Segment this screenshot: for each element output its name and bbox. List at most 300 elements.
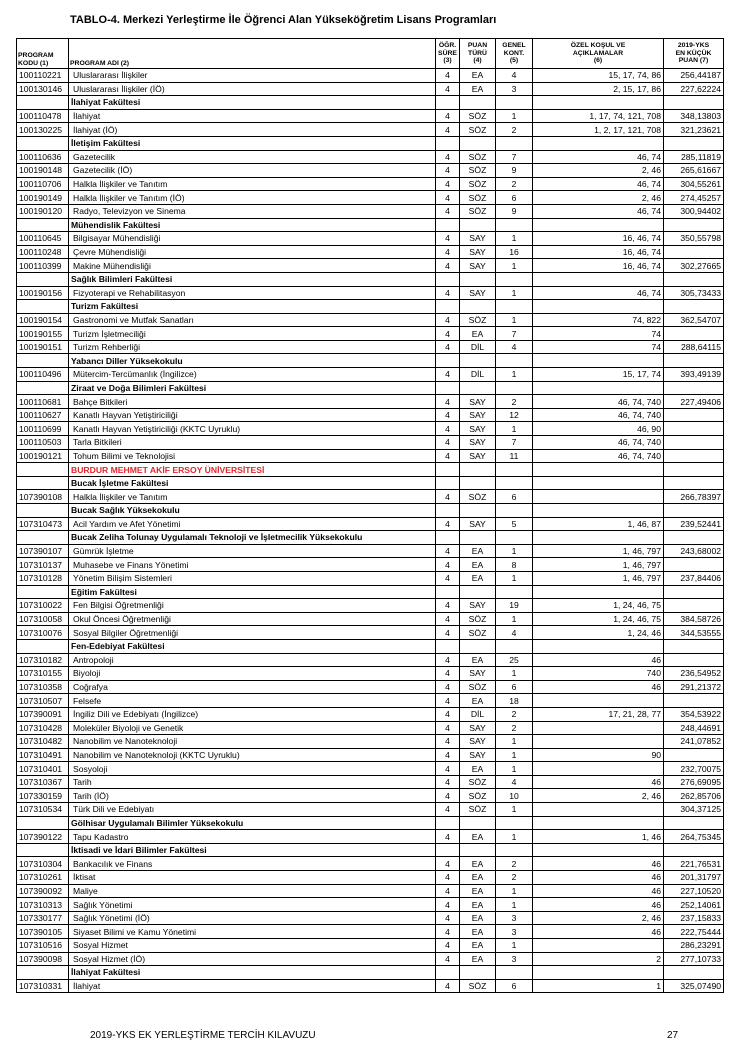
program-name-cell: Nanobilim ve Nanoteknoloji <box>69 735 436 749</box>
table-row <box>17 517 724 531</box>
empty-cell <box>496 504 533 518</box>
program-name-cell: Uluslararası İlişkiler <box>69 69 436 83</box>
duration-cell: 4 <box>436 436 460 450</box>
table-row <box>17 177 724 191</box>
special-conditions-cell <box>533 803 664 817</box>
table-row <box>17 395 724 409</box>
table-row <box>17 286 724 300</box>
empty-cell <box>436 476 460 490</box>
duration-cell: 4 <box>436 517 460 531</box>
program-name-cell: Kanatlı Hayvan Yetiştiriciliği (KKTC Uyruklu) <box>69 422 436 436</box>
quota-cell: 11 <box>496 449 533 463</box>
special-conditions-cell: 2, 46 <box>533 164 664 178</box>
score-type-cell: SÖZ <box>460 789 496 803</box>
empty-code-cell <box>17 354 69 368</box>
min-score-cell: 393,49139 <box>664 368 724 382</box>
min-score-cell <box>664 436 724 450</box>
quota-cell: 2 <box>496 871 533 885</box>
footer-guide-title: 2019-YKS EK YERLEŞTİRME TERCİH KILAVUZU <box>90 1030 316 1041</box>
min-score-cell <box>664 694 724 708</box>
quota-cell: 4 <box>496 626 533 640</box>
special-conditions-cell: 2, 46 <box>533 911 664 925</box>
program-code-cell: 107310401 <box>17 762 69 776</box>
program-code-cell: 107310534 <box>17 803 69 817</box>
empty-cell <box>460 476 496 490</box>
program-code-cell: 100130225 <box>17 123 69 137</box>
duration-cell: 4 <box>436 667 460 681</box>
score-type-cell: SAY <box>460 436 496 450</box>
duration-cell: 4 <box>436 313 460 327</box>
special-conditions-cell: 46 <box>533 898 664 912</box>
duration-cell: 4 <box>436 204 460 218</box>
special-conditions-cell: 46 <box>533 680 664 694</box>
score-type-cell: DİL <box>460 340 496 354</box>
program-name-cell: Biyoloji <box>69 667 436 681</box>
empty-cell <box>664 300 724 314</box>
program-name-cell: Sağlık Yönetimi (İÖ) <box>69 911 436 925</box>
duration-cell: 4 <box>436 911 460 925</box>
program-code-cell: 100110221 <box>17 69 69 83</box>
quota-cell: 1 <box>496 803 533 817</box>
empty-cell <box>496 272 533 286</box>
min-score-cell <box>664 748 724 762</box>
section-header-row <box>17 843 724 857</box>
empty-cell <box>533 639 664 653</box>
quota-cell: 7 <box>496 436 533 450</box>
program-code-cell: 100190156 <box>17 286 69 300</box>
empty-cell <box>533 463 664 477</box>
score-type-cell: SÖZ <box>460 626 496 640</box>
min-score-cell: 239,52441 <box>664 517 724 531</box>
header-program-name: PROGRAM ADI (2) <box>69 39 436 69</box>
program-name-cell: Gazetecilik (İÖ) <box>69 164 436 178</box>
program-name-cell: Fen Bilgisi Öğretmenliği <box>69 599 436 613</box>
table-row <box>17 612 724 626</box>
program-name-cell: Sosyal Hizmet <box>69 939 436 953</box>
section-name: Yabancı Diller Yüksekokulu <box>69 354 436 368</box>
min-score-cell: 300,94402 <box>664 204 724 218</box>
table-row <box>17 707 724 721</box>
min-score-cell: 236,54952 <box>664 667 724 681</box>
empty-cell <box>664 381 724 395</box>
duration-cell: 4 <box>436 408 460 422</box>
special-conditions-cell: 1, 24, 46 <box>533 626 664 640</box>
program-code-cell: 107310473 <box>17 517 69 531</box>
program-name-cell: Gümrük İşletme <box>69 544 436 558</box>
empty-cell <box>496 136 533 150</box>
empty-cell <box>496 354 533 368</box>
score-type-cell: EA <box>460 925 496 939</box>
empty-cell <box>460 639 496 653</box>
duration-cell: 4 <box>436 571 460 585</box>
program-code-cell: 107310313 <box>17 898 69 912</box>
special-conditions-cell: 1, 2, 17, 121, 708 <box>533 123 664 137</box>
empty-cell <box>460 96 496 110</box>
min-score-cell: 344,53555 <box>664 626 724 640</box>
program-code-cell: 107310331 <box>17 979 69 993</box>
empty-cell <box>496 585 533 599</box>
min-score-cell: 232,70075 <box>664 762 724 776</box>
special-conditions-cell: 46, 74 <box>533 204 664 218</box>
program-name-cell: Çevre Mühendisliği <box>69 245 436 259</box>
empty-cell <box>533 504 664 518</box>
duration-cell: 4 <box>436 952 460 966</box>
program-name-cell: Siyaset Bilimi ve Kamu Yönetimi <box>69 925 436 939</box>
header-min-score: 2019-YKS EN KÜÇÜK PUAN (7) <box>664 39 724 69</box>
program-code-cell: 100190120 <box>17 204 69 218</box>
empty-cell <box>664 585 724 599</box>
empty-cell <box>533 218 664 232</box>
quota-cell: 16 <box>496 245 533 259</box>
empty-code-cell <box>17 272 69 286</box>
program-name-cell: Acil Yardım ve Afet Yönetimi <box>69 517 436 531</box>
table-row <box>17 653 724 667</box>
quota-cell: 1 <box>496 735 533 749</box>
empty-cell <box>436 300 460 314</box>
program-code-cell: 100110681 <box>17 395 69 409</box>
quota-cell: 4 <box>496 69 533 83</box>
score-type-cell: EA <box>460 911 496 925</box>
program-name-cell: Fizyoterapi ve Rehabilitasyon <box>69 286 436 300</box>
quota-cell: 3 <box>496 925 533 939</box>
special-conditions-cell: 46, 74 <box>533 150 664 164</box>
duration-cell: 4 <box>436 82 460 96</box>
empty-cell <box>436 96 460 110</box>
program-code-cell: 100110399 <box>17 259 69 273</box>
program-code-cell: 100110627 <box>17 408 69 422</box>
table-row <box>17 571 724 585</box>
duration-cell: 4 <box>436 898 460 912</box>
empty-cell <box>436 531 460 545</box>
program-code-cell: 107390108 <box>17 490 69 504</box>
score-type-cell: EA <box>460 762 496 776</box>
section-header-row <box>17 639 724 653</box>
empty-code-cell <box>17 585 69 599</box>
section-header-row <box>17 816 724 830</box>
table-row <box>17 422 724 436</box>
table-row <box>17 408 724 422</box>
min-score-cell: 274,45257 <box>664 191 724 205</box>
program-name-cell: Türk Dili ve Edebiyatı <box>69 803 436 817</box>
empty-cell <box>496 300 533 314</box>
special-conditions-cell: 16, 46, 74 <box>533 245 664 259</box>
special-conditions-cell: 2, 46 <box>533 191 664 205</box>
table-row <box>17 82 724 96</box>
header-program-code: PROGRAM KODU (1) <box>17 39 69 69</box>
quota-cell: 1 <box>496 762 533 776</box>
min-score-cell: 291,21372 <box>664 680 724 694</box>
empty-cell <box>664 504 724 518</box>
score-type-cell: SÖZ <box>460 204 496 218</box>
quota-cell: 2 <box>496 707 533 721</box>
program-code-cell: 107310428 <box>17 721 69 735</box>
program-name-cell: Moleküler Biyoloji ve Genetik <box>69 721 436 735</box>
empty-code-cell <box>17 96 69 110</box>
table-row <box>17 245 724 259</box>
duration-cell: 4 <box>436 789 460 803</box>
empty-code-cell <box>17 218 69 232</box>
min-score-cell: 276,69095 <box>664 775 724 789</box>
table-row <box>17 871 724 885</box>
program-name-cell: Sosyoloji <box>69 762 436 776</box>
program-name-cell: Maliye <box>69 884 436 898</box>
special-conditions-cell <box>533 735 664 749</box>
program-name-cell: Turizm Rehberliği <box>69 340 436 354</box>
empty-cell <box>460 136 496 150</box>
duration-cell: 4 <box>436 721 460 735</box>
quota-cell: 1 <box>496 232 533 246</box>
program-name-cell: Muhasebe ve Finans Yönetimi <box>69 558 436 572</box>
program-code-cell: 107310022 <box>17 599 69 613</box>
empty-cell <box>460 816 496 830</box>
program-code-cell: 100190151 <box>17 340 69 354</box>
table-row <box>17 830 724 844</box>
program-name-cell: Tarla Bitkileri <box>69 436 436 450</box>
empty-cell <box>533 272 664 286</box>
min-score-cell: 221,76531 <box>664 857 724 871</box>
table-body <box>17 69 724 993</box>
quota-cell: 3 <box>496 82 533 96</box>
min-score-cell: 277,10733 <box>664 952 724 966</box>
table-row <box>17 857 724 871</box>
program-code-cell: 100110496 <box>17 368 69 382</box>
duration-cell: 4 <box>436 735 460 749</box>
min-score-cell: 348,13803 <box>664 109 724 123</box>
special-conditions-cell <box>533 721 664 735</box>
empty-cell <box>533 381 664 395</box>
special-conditions-cell: 1, 24, 46, 75 <box>533 599 664 613</box>
min-score-cell <box>664 422 724 436</box>
score-type-cell: SAY <box>460 286 496 300</box>
program-name-cell: İlahiyat (İÖ) <box>69 123 436 137</box>
score-type-cell: SÖZ <box>460 177 496 191</box>
duration-cell: 4 <box>436 177 460 191</box>
empty-cell <box>664 96 724 110</box>
duration-cell: 4 <box>436 979 460 993</box>
table-row <box>17 803 724 817</box>
score-type-cell: EA <box>460 694 496 708</box>
program-name-cell: Sosyal Hizmet (İÖ) <box>69 952 436 966</box>
special-conditions-cell: 740 <box>533 667 664 681</box>
table-row <box>17 436 724 450</box>
program-name-cell: İlahiyat <box>69 109 436 123</box>
empty-code-cell <box>17 136 69 150</box>
score-type-cell: EA <box>460 857 496 871</box>
duration-cell: 4 <box>436 490 460 504</box>
quota-cell: 1 <box>496 368 533 382</box>
score-type-cell: EA <box>460 952 496 966</box>
empty-cell <box>533 300 664 314</box>
score-type-cell: EA <box>460 544 496 558</box>
score-type-cell: SAY <box>460 517 496 531</box>
university-header-row <box>17 463 724 477</box>
empty-cell <box>436 966 460 980</box>
min-score-cell <box>664 408 724 422</box>
empty-cell <box>460 272 496 286</box>
table-row <box>17 680 724 694</box>
empty-code-cell <box>17 504 69 518</box>
empty-cell <box>533 966 664 980</box>
program-code-cell: 107310076 <box>17 626 69 640</box>
table-row <box>17 313 724 327</box>
quota-cell: 9 <box>496 164 533 178</box>
table-row <box>17 599 724 613</box>
program-code-cell: 107310058 <box>17 612 69 626</box>
header-special-conditions: ÖZEL KOŞUL VE AÇIKLAMALAR (6) <box>533 39 664 69</box>
program-name-cell: Halkla İlişkiler ve Tanıtım (İÖ) <box>69 191 436 205</box>
special-conditions-cell: 17, 21, 28, 77 <box>533 707 664 721</box>
table-row <box>17 327 724 341</box>
empty-cell <box>496 531 533 545</box>
empty-cell <box>496 966 533 980</box>
table-row <box>17 191 724 205</box>
special-conditions-cell: 2 <box>533 952 664 966</box>
min-score-cell <box>664 245 724 259</box>
table-row <box>17 544 724 558</box>
special-conditions-cell: 1, 46, 797 <box>533 558 664 572</box>
special-conditions-cell: 1, 17, 74, 121, 708 <box>533 109 664 123</box>
empty-cell <box>664 843 724 857</box>
section-name: İlahiyat Fakültesi <box>69 966 436 980</box>
special-conditions-cell: 46, 74, 740 <box>533 449 664 463</box>
program-code-cell: 107310507 <box>17 694 69 708</box>
empty-code-cell <box>17 300 69 314</box>
program-name-cell: Makine Mühendisliği <box>69 259 436 273</box>
section-name: Ziraat ve Doğa Bilimleri Fakültesi <box>69 381 436 395</box>
table-row <box>17 340 724 354</box>
quota-cell: 19 <box>496 599 533 613</box>
score-type-cell: SAY <box>460 395 496 409</box>
program-name-cell: Tapu Kadastro <box>69 830 436 844</box>
program-name-cell: Kanatlı Hayvan Yetiştiriciliği <box>69 408 436 422</box>
program-code-cell: 107390105 <box>17 925 69 939</box>
quota-cell: 1 <box>496 898 533 912</box>
min-score-cell: 256,44187 <box>664 69 724 83</box>
duration-cell: 4 <box>436 245 460 259</box>
section-name: Turizm Fakültesi <box>69 300 436 314</box>
score-type-cell: EA <box>460 939 496 953</box>
special-conditions-cell: 46, 74, 740 <box>533 395 664 409</box>
program-name-cell: Antropoloji <box>69 653 436 667</box>
score-type-cell: SÖZ <box>460 109 496 123</box>
empty-cell <box>460 300 496 314</box>
program-name-cell: Yönetim Bilişim Sistemleri <box>69 571 436 585</box>
min-score-cell: 237,84406 <box>664 571 724 585</box>
program-code-cell: 107310137 <box>17 558 69 572</box>
duration-cell: 4 <box>436 857 460 871</box>
special-conditions-cell: 46, 74, 740 <box>533 408 664 422</box>
table-row <box>17 368 724 382</box>
quota-cell: 1 <box>496 422 533 436</box>
section-header-row <box>17 136 724 150</box>
empty-cell <box>664 476 724 490</box>
quota-cell: 1 <box>496 286 533 300</box>
program-name-cell: Sağlık Yönetimi <box>69 898 436 912</box>
score-type-cell: EA <box>460 830 496 844</box>
table-row <box>17 762 724 776</box>
min-score-cell: 325,07490 <box>664 979 724 993</box>
table-row <box>17 789 724 803</box>
quota-cell: 1 <box>496 571 533 585</box>
table-row <box>17 775 724 789</box>
score-type-cell: SAY <box>460 721 496 735</box>
program-name-cell: Felsefe <box>69 694 436 708</box>
empty-cell <box>533 531 664 545</box>
score-type-cell: SAY <box>460 599 496 613</box>
score-type-cell: EA <box>460 884 496 898</box>
duration-cell: 4 <box>436 694 460 708</box>
program-name-cell: Gazetecilik <box>69 150 436 164</box>
program-code-cell: 107310482 <box>17 735 69 749</box>
special-conditions-cell: 2, 15, 17, 86 <box>533 82 664 96</box>
program-code-cell: 100110706 <box>17 177 69 191</box>
duration-cell: 4 <box>436 286 460 300</box>
empty-cell <box>460 504 496 518</box>
program-table <box>16 38 724 993</box>
duration-cell: 4 <box>436 830 460 844</box>
min-score-cell: 304,37125 <box>664 803 724 817</box>
empty-cell <box>436 504 460 518</box>
program-name-cell: İlahiyat <box>69 979 436 993</box>
program-name-cell: Tarih <box>69 775 436 789</box>
program-code-cell: 107390122 <box>17 830 69 844</box>
program-code-cell: 107330177 <box>17 911 69 925</box>
score-type-cell: SAY <box>460 748 496 762</box>
special-conditions-cell: 2, 46 <box>533 789 664 803</box>
program-code-cell: 100190121 <box>17 449 69 463</box>
special-conditions-cell <box>533 762 664 776</box>
score-type-cell: EA <box>460 571 496 585</box>
program-code-cell: 100190148 <box>17 164 69 178</box>
empty-cell <box>436 463 460 477</box>
score-type-cell: EA <box>460 82 496 96</box>
duration-cell: 4 <box>436 762 460 776</box>
program-code-cell: 107390092 <box>17 884 69 898</box>
score-type-cell: DİL <box>460 707 496 721</box>
program-code-cell: 107310261 <box>17 871 69 885</box>
table-row <box>17 164 724 178</box>
min-score-cell: 264,75345 <box>664 830 724 844</box>
empty-cell <box>436 843 460 857</box>
score-type-cell: SÖZ <box>460 490 496 504</box>
min-score-cell <box>664 653 724 667</box>
min-score-cell: 350,55798 <box>664 232 724 246</box>
score-type-cell: EA <box>460 327 496 341</box>
section-header-row <box>17 272 724 286</box>
empty-cell <box>533 585 664 599</box>
section-header-row <box>17 585 724 599</box>
special-conditions-cell: 74 <box>533 327 664 341</box>
special-conditions-cell: 46, 74, 740 <box>533 436 664 450</box>
program-name-cell: Tohum Bilimi ve Teknolojisi <box>69 449 436 463</box>
quota-cell: 2 <box>496 123 533 137</box>
duration-cell: 4 <box>436 109 460 123</box>
empty-cell <box>496 843 533 857</box>
empty-cell <box>533 136 664 150</box>
program-name-cell: Halkla İlişkiler ve Tanıtım <box>69 177 436 191</box>
empty-code-cell <box>17 816 69 830</box>
table-row <box>17 748 724 762</box>
empty-code-cell <box>17 966 69 980</box>
empty-cell <box>496 218 533 232</box>
min-score-cell: 243,68002 <box>664 544 724 558</box>
program-name-cell: Halkla İlişkiler ve Tanıtım <box>69 490 436 504</box>
empty-cell <box>496 96 533 110</box>
table-row <box>17 721 724 735</box>
empty-cell <box>664 639 724 653</box>
min-score-cell: 201,31797 <box>664 871 724 885</box>
duration-cell: 4 <box>436 748 460 762</box>
